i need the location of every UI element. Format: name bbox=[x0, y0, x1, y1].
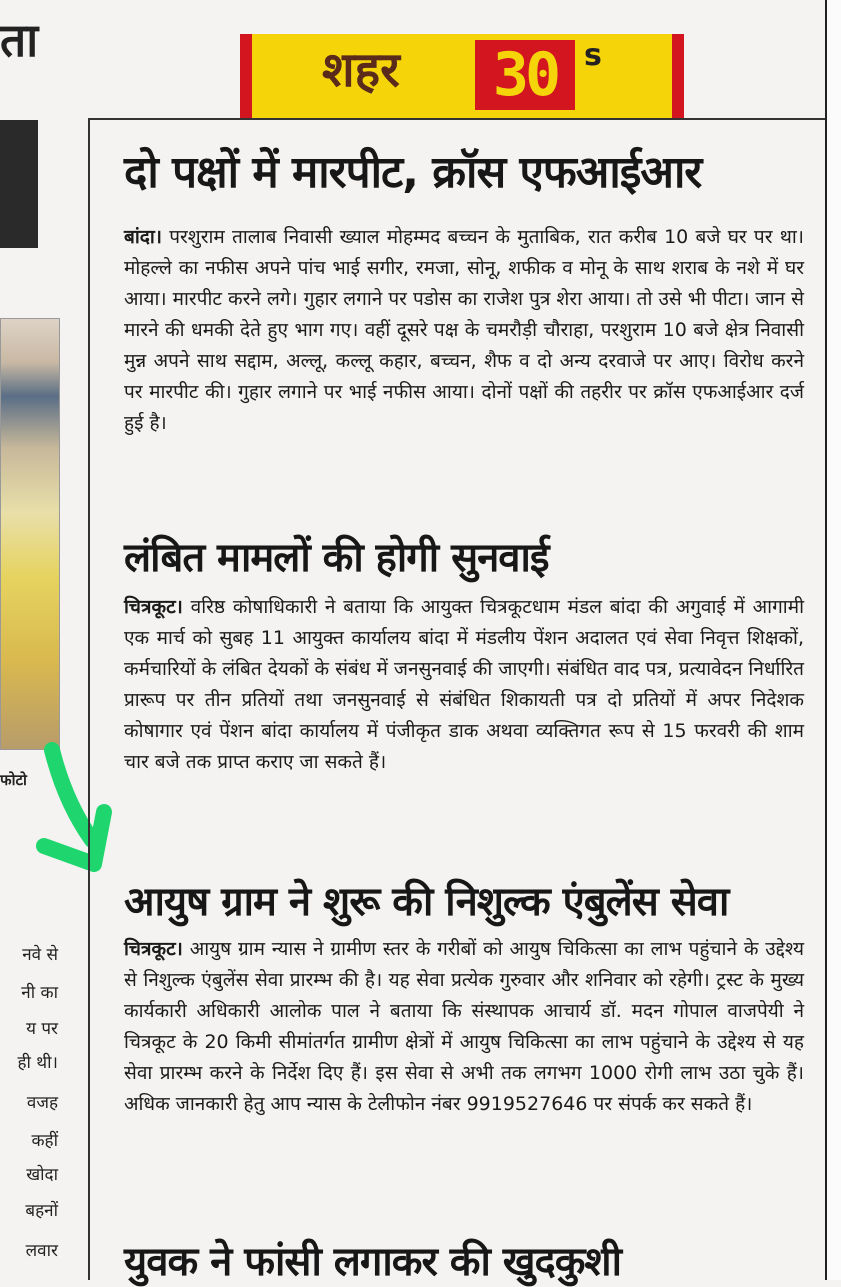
left-photo bbox=[0, 318, 60, 750]
left-text-line: य पर bbox=[26, 1019, 58, 1039]
article-headline: लंबित मामलों की होगी सुनवाई bbox=[124, 535, 549, 581]
left-text-line: नवे से bbox=[22, 945, 58, 965]
section-banner bbox=[240, 34, 684, 118]
article-dateline: बांदा। bbox=[124, 226, 162, 248]
article-body bbox=[124, 592, 804, 778]
article-text: आयुष ग्राम न्यास ने ग्रामीण स्तर के गरीबों को आयुष चिकित्सा का लाभ पहुंचाने के उद्देश्य से निशुल्क एंबुलेंस सेवा प्रारम्भ की है। यह सेवा प्रत्येक गुरुवार और शनिवार को रहेगी। ट्रस्ट के मुख्य कार्यकारी अधिकारी आलोक पाल ने बताया कि संस्थापक आचार्य डॉ. मदन गोपाल वाजपेयी ने चित्रकूट के 20 किमी सीमांतर्गत ग्रामीण क्षेत्रों में आयुष चिकित्सा का लाभ पहुंचाने के उद्देश्य से यह सेवा प्रारम्भ करने के निर्देश दिए हैं। इस सेवा से अभी तक लगभग 1000 रोगी लाभ उठा चुके हैं। अधिक जानकारी हेतु आप न्यास के टेलीफोन नंबर 9919527646 पर संपर्क कर सकते हैं। bbox=[124, 938, 804, 1115]
article-dateline: चित्रकूट। bbox=[124, 596, 183, 618]
left-column-fragment bbox=[0, 0, 70, 1280]
article-text: वरिष्ठ कोषाधिकारी ने बताया कि आयुक्त चित्रकूटधाम मंडल बांदा की अगुवाई में आगामी एक मार्च को सुबह 11 आयुक्त कार्यालय बांदा में मंडलीय पेंशन अदालत एवं सेवा निवृत्त शिक्षकों, कर्मचारियों के लंबित देयकों के संबंध में जनसुनवाई की जाएगी। संबंधित वाद पत्र, प्रत्यावेदन निर्धारित प्रारूप पर तीन प्रतियों तथा जनसुनवाई से संबंधित शिकायती पत्र दो प्रतियों में अपर निदेशक कोषागार एवं पेंशन बांदा कार्यालय में पंजीकृत डाक अथवा व्यक्तिगत रूप से 15 फरवरी की शाम चार बजे तक प्राप्त कराए जा सकते हैं। bbox=[124, 596, 804, 773]
banner-number: 30 bbox=[475, 40, 575, 110]
page-edge bbox=[825, 0, 841, 1280]
column-divider bbox=[88, 118, 90, 1280]
left-text-line: कहीं bbox=[31, 1131, 58, 1151]
article-body bbox=[124, 934, 804, 1120]
section-top-rule bbox=[88, 118, 826, 120]
article-text: परशुराम तालाब निवासी ख्याल मोहम्मद बच्चन के मुताबिक, रात करीब 10 बजे घर पर था। मोहल्ले का नफीस अपने पांच भाई सगीर, रमजा, सोनू, शफीक व मोनू के साथ शराब के नशे में घर आया। मारपीट करने लगे। गुहार लगाने पर पडोस का राजेश पुत्र शेरा आया। तो उसे भी पीटा। जान से मारने की धमकी देते हुए भाग गए। वहीं दूसरे पक्ष के चमरौड़ी चौराहा, परशुराम 10 बजे क्षेत्र निवासी मुन्न अपने साथ सद्दाम, अल्लू, कल्लू कहार, बच्चन, शैफ व दो अन्य दरवाजे पर आए। विरोध करने पर मारपीट की। गुहार लगाने पर भाई नफीस आया। दोनों पक्षों की तहरीर पर क्रॉस एफआईआर दर्ज हुई है। bbox=[124, 226, 804, 434]
left-headline-fragment: ता bbox=[0, 13, 39, 67]
left-text-line: नी का bbox=[21, 983, 58, 1003]
left-text-line: लवार bbox=[25, 1241, 58, 1261]
article-dateline: चित्रकूट। bbox=[124, 938, 183, 960]
banner-suffix: s bbox=[584, 38, 602, 73]
green-arrow-icon bbox=[30, 742, 120, 872]
left-text-line: वजह bbox=[26, 1093, 58, 1113]
article-headline: दो पक्षों में मारपीट, क्रॉस एफआईआर bbox=[124, 147, 702, 198]
left-text-line: खोदा bbox=[26, 1165, 58, 1185]
left-text-line: ही थी। bbox=[17, 1053, 58, 1073]
photo-caption-fragment: फोटो bbox=[0, 771, 27, 789]
banner-word: शहर bbox=[322, 42, 400, 98]
article-headline: युवक ने फांसी लगाकर की खुदकुशी bbox=[124, 1239, 621, 1285]
article-body bbox=[124, 222, 804, 439]
left-text-line: बहनों bbox=[25, 1201, 58, 1221]
article-headline: आयुष ग्राम ने शुरू की निशुल्क एंबुलेंस सेवा bbox=[124, 879, 729, 925]
left-large-letter-fragment bbox=[0, 120, 38, 248]
